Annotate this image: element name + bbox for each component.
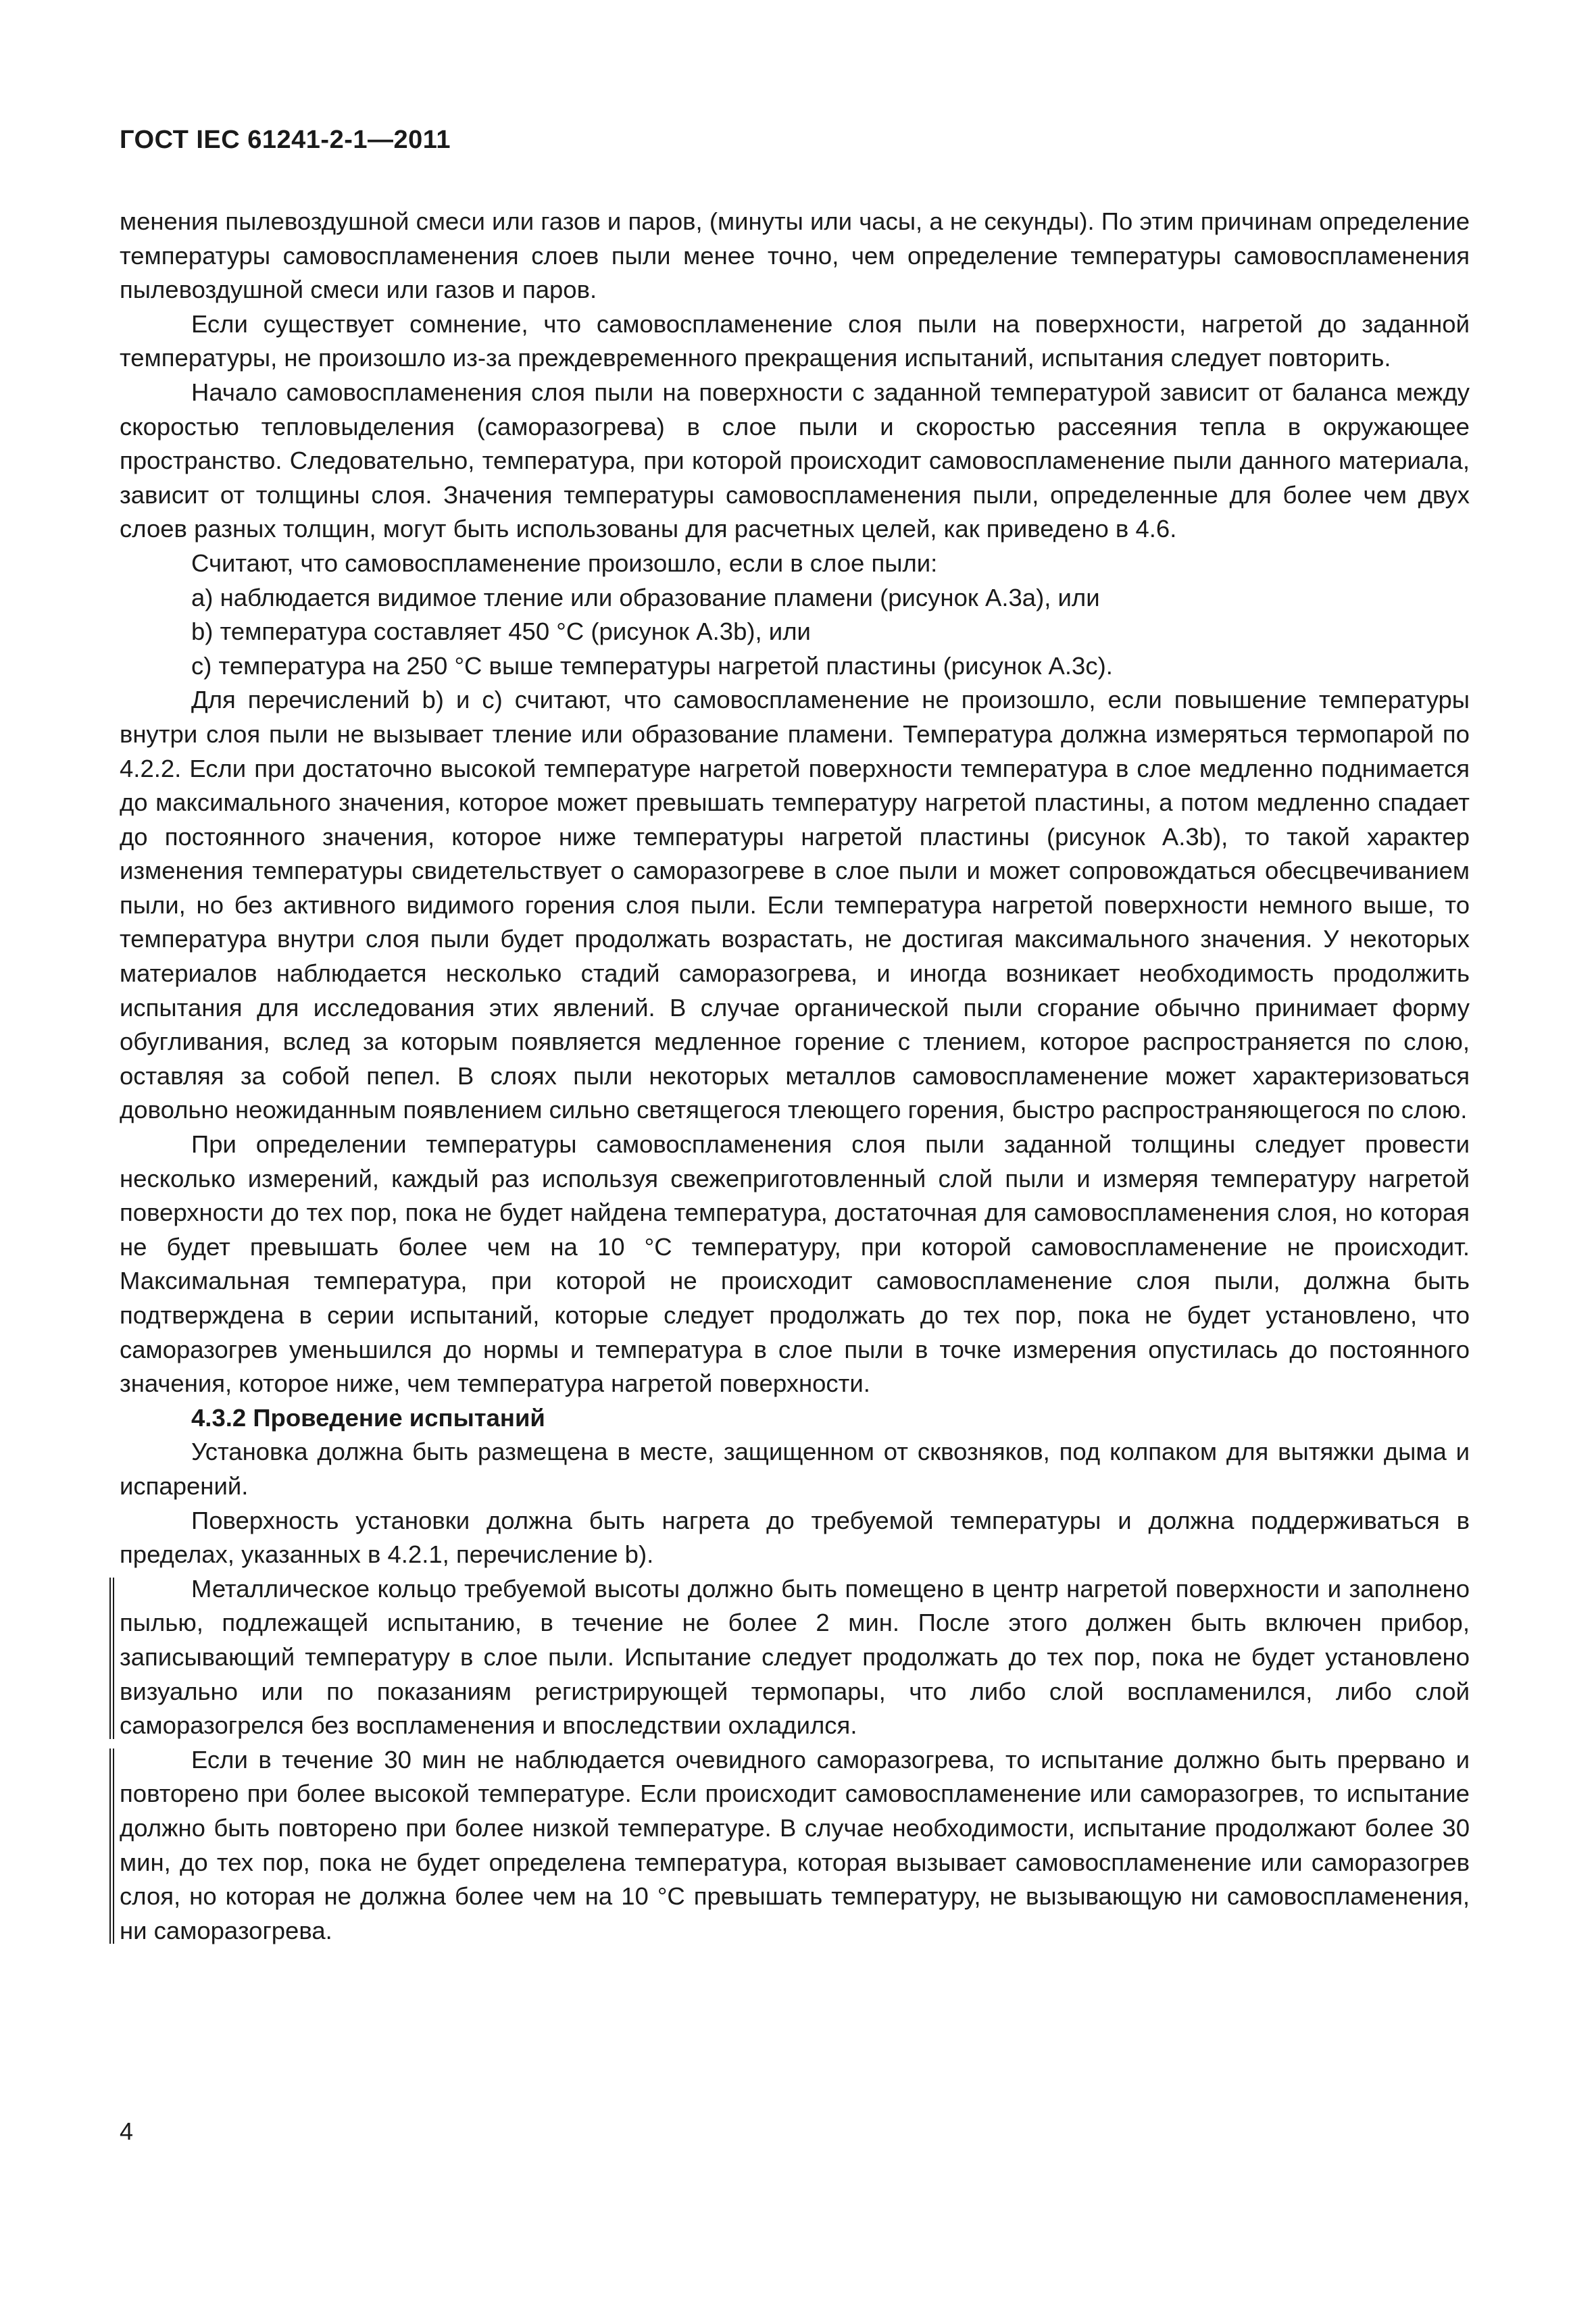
paragraph: Считают, что самовоспламенение произошло, если в слое пыли:: [191, 549, 938, 577]
paragraph: Поверхность установки должна быть нагрета до требуемой температуры и должна поддерживаться в пределах, указанных в 4.2.1, перечисление b).: [120, 1506, 1470, 1569]
paragraph: Если в течение 30 мин не наблюдается очевидного саморазогрева, то испытание должно быть прервано и повторено при более высокой температуре. Если происходит самовоспламенение или саморазогрев, то испытание должно быть повторено при более низкой температуре. В случае необходимости, испытание продолжают более 30 мин, до тех пор, пока не будет определена температура, которая вызывает самовоспламенение или саморазогрев слоя, но которая не должна более чем на 10 °С превышать температуру, не вызывающую ни самовоспламенения, ни саморазогрева.: [120, 1745, 1470, 1944]
change-marked-block: [120, 1572, 1470, 1743]
paragraph: При определении температуры самовоспламенения слоя пыли заданной толщины следует провести несколько измерений, каждый раз используя свежеприготовленный слой пыли и измеряя температуру нагретой поверхности до тех пор, пока не будет найдена температура, достаточная для самовоспламенения слоя, но которая не будет превышать более чем на 10 °С температуру, при которой самовоспламенение не происходит. Максимальная температура, при которой не происходит самовоспламенение слоя пыли, должна быть подтверждена в серии испытаний, которые следует продолжать до тех пор, пока не будет установлено, что саморазогрев уменьшился до нормы и температура в слое пыли в точке измерения опустилась до постоянного значения, которое ниже, чем температура нагретой поверхности.: [120, 1130, 1470, 1398]
change-bar: [109, 1578, 114, 1739]
paragraph: Начало самовоспламенения слоя пыли на поверхности с заданной температурой зависит от баланса между скоростью тепловыделения (саморазогрева) в слое пыли и скоростью рассеяния тепла в окружающее пространство. Следовательно, температура, при которой происходит самовоспламенение пыли данного материала, зависит от толщины слоя. Значения температуры самовоспламенения пыли, определенные для более чем двух слоев разных толщин, могут быть использованы для расчетных целей, как приведено в 4.6.: [120, 378, 1470, 543]
paragraph: Для перечислений b) и c) считают, что самовоспламенение не произошло, если повышение температуры внутри слоя пыли не вызывает тление или образование пламени. Температура должна измеряться термопарой по 4.2.2. Если при достаточно высокой температуре нагретой поверхности температура в слое медленно поднимается до максимального значения, которое может превышать температуру нагретой пластины, а потом медленно спадает до постоянного значения, которое ниже температуры нагретой пластины (рисунок А.3b), то такой характер изменения температуры свидетельствует о саморазогреве в слое пыли и может сопровождаться обесцвечиванием пыли, но без активного видимого горения слоя пыли. Если температура нагретой поверхности немного выше, то температура внутри слоя пыли будет продолжать возрастать, не достигая максимального значения. У некоторых материалов наблюдается несколько стадий саморазогрева, и иногда возникает необходимость продолжить испытания для исследования этих явлений. В случае органической пыли сгорание обычно принимает форму обугливания, вслед за которым появляется медленное горение с тлением, которое распространяется по слою, оставляя за собой пепел. В слоях пыли некоторых металлов самовоспламенение может характеризоваться довольно неожиданным появлением сильно светящегося тлеющего горения, быстро распространяющегося по слою.: [120, 686, 1470, 1124]
change-marked-block: [120, 1743, 1470, 1948]
change-bar: [109, 1749, 114, 1944]
paragraph: Установка должна быть размещена в месте, защищенном от сквозняков, под колпаком для вытяжки дыма и испарений.: [120, 1438, 1470, 1500]
paragraph: Металлическое кольцо требуемой высоты должно быть помещено в центр нагретой поверхности и заполнено пылью, подлежащей испытанию, в течение не более 2 мин. После этого должен быть включен прибор, записывающий температуру в слое пыли. Испытание следует продолжать до тех пор, пока не будет установлено визуально или по показаниям регистрирующей термопары, что либо слой воспламенился, либо слой саморазогрелся без воспламенения и впоследствии охладился.: [120, 1574, 1470, 1740]
list-item-a: a) наблюдается видимое тление или образование пламени (рисунок А.3a), или: [191, 583, 1100, 611]
document-header: ГОСТ IEC 61241-2-1—2011: [120, 126, 451, 154]
list-item-b: b) температура составляет 450 °С (рисунок А.3b), или: [191, 618, 811, 646]
paragraph: Если существует сомнение, что самовоспламенение слоя пыли на поверхности, нагретой до заданной температуры, не произошло из-за преждевременного прекращения испытаний, испытания следует повторить.: [120, 309, 1470, 372]
paragraph-continuation: менения пылевоздушной смеси или газов и паров, (минуты или часы, а не секунды). По этим причинам определение температуры самовоспламенения слоев пыли менее точно, чем определение температуры самовоспламенения пылевоздушной смеси или газов и паров.: [120, 207, 1470, 304]
section-heading: 4.3.2 Проведение испытаний: [191, 1403, 545, 1432]
list-item-c: c) температура на 250 °С выше температуры нагретой пластины (рисунок А.3c).: [191, 651, 1113, 680]
page-number: 4: [120, 2117, 134, 2145]
document-body: [120, 205, 1470, 1948]
